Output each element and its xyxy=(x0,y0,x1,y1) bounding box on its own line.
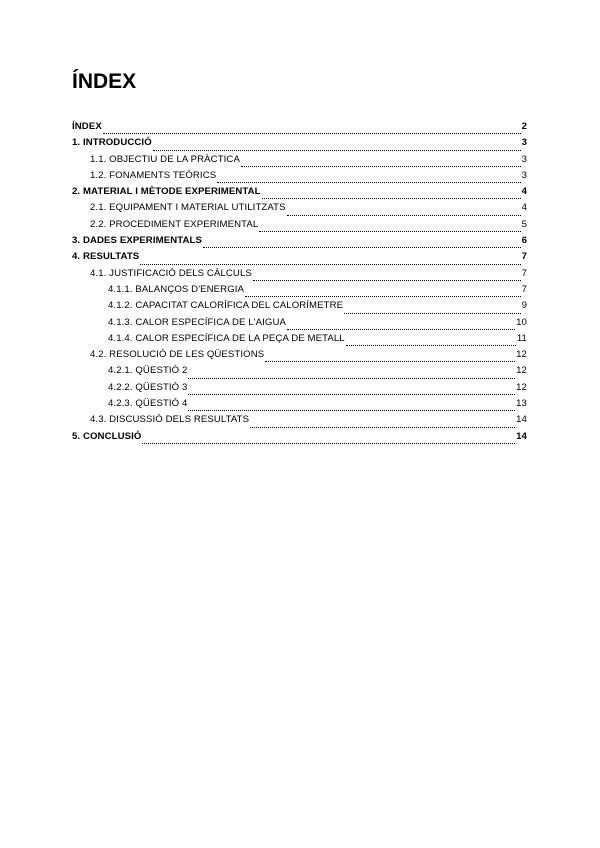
toc-entry-title: 4.1.3. CALOR ESPECÍFICA DE L'AIGUA xyxy=(108,316,286,328)
toc-dot-leader xyxy=(346,345,516,346)
toc-entry-title: 4.1.1. BALANÇOS D'ENERGIA xyxy=(108,283,245,295)
toc-entry[interactable] xyxy=(72,414,527,430)
toc-entry[interactable] xyxy=(72,186,527,202)
toc-entry-title: 1.1. OBJECTIU DE LA PRÀCTICA xyxy=(90,153,240,165)
toc-entry-page-number: 2 xyxy=(521,121,527,132)
toc-entry-page-number: 12 xyxy=(516,349,527,361)
toc-entry[interactable] xyxy=(72,268,527,284)
toc-dot-leader xyxy=(259,231,520,232)
toc-dot-leader xyxy=(203,247,521,248)
toc-entry[interactable] xyxy=(72,431,527,447)
toc-entry-page-number: 11 xyxy=(516,332,527,344)
toc-entry-title: 4. RESULTATS xyxy=(72,251,140,263)
toc-entry-page-number: 12 xyxy=(516,365,527,377)
toc-entry-page-number: 6 xyxy=(521,235,527,247)
toc-entry-page-number: 3 xyxy=(521,137,527,149)
table-of-contents xyxy=(72,121,527,447)
toc-entry[interactable] xyxy=(72,382,527,398)
toc-entry-title: 4.1.2. CAPACITAT CALORÍFICA DEL CALORÍMETRE xyxy=(108,300,344,312)
toc-entry-page-number: 14 xyxy=(516,430,527,442)
toc-entry[interactable] xyxy=(72,333,527,349)
toc-dot-leader xyxy=(188,394,515,395)
toc-dot-leader xyxy=(253,280,521,281)
toc-entry-title: 1.2. FONAMENTS TEÒRICS xyxy=(90,169,217,181)
toc-entry-page-number: 7 xyxy=(521,251,527,263)
toc-entry-title: 4.1. JUSTIFICACIÓ DELS CÀLCULS xyxy=(90,267,252,279)
toc-entry-page-number: 3 xyxy=(521,153,527,165)
toc-dot-leader xyxy=(142,443,515,444)
toc-entry[interactable] xyxy=(72,300,527,316)
toc-entry[interactable] xyxy=(72,365,527,381)
toc-dot-leader xyxy=(153,150,521,151)
toc-entry-title: 4.2.3. QÜESTIÓ 4 xyxy=(108,398,188,410)
toc-entry-page-number: 4 xyxy=(521,186,527,198)
toc-entry-page-number: 3 xyxy=(521,169,527,181)
toc-dot-leader xyxy=(188,378,515,379)
toc-entry-page-number: 12 xyxy=(516,381,527,393)
toc-entry[interactable] xyxy=(72,251,527,267)
toc-dot-leader xyxy=(287,329,515,330)
toc-entry-page-number: 9 xyxy=(521,300,527,312)
toc-dot-leader xyxy=(188,410,515,411)
toc-entry-page-number: 7 xyxy=(521,267,527,279)
toc-entry[interactable] xyxy=(72,284,527,300)
toc-entry[interactable] xyxy=(72,202,527,218)
toc-entry-title: 2.1. EQUIPAMENT I MATERIAL UTILITZATS xyxy=(90,202,286,214)
toc-dot-leader xyxy=(262,198,521,199)
toc-entry-page-number: 7 xyxy=(521,283,527,295)
toc-entry[interactable] xyxy=(72,170,527,186)
toc-entry[interactable] xyxy=(72,317,527,333)
toc-entry-title: 4.2.1. QÜESTIÓ 2 xyxy=(108,365,188,377)
toc-entry-title: 5. CONCLUSIÓ xyxy=(72,430,142,442)
toc-entry-title: 4.3. DISCUSSIÓ DELS RESULTATS xyxy=(90,414,250,426)
toc-entry[interactable] xyxy=(72,137,527,153)
toc-entry-title: ÍNDEX xyxy=(72,121,102,132)
toc-entry[interactable] xyxy=(72,235,527,251)
toc-dot-leader xyxy=(140,264,520,265)
page-title: ÍNDEX xyxy=(72,70,137,93)
toc-entry[interactable] xyxy=(72,349,527,365)
toc-entry-title: 4.2.2. QÜESTIÓ 3 xyxy=(108,381,188,393)
toc-entry[interactable] xyxy=(72,121,527,137)
toc-dot-leader xyxy=(245,296,521,297)
toc-entry-page-number: 5 xyxy=(521,218,527,230)
toc-entry-page-number: 13 xyxy=(516,398,527,410)
toc-entry-title: 4.1.4. CALOR ESPECÍFICA DE LA PEÇA DE METALL xyxy=(108,332,345,344)
toc-dot-leader xyxy=(103,133,521,134)
toc-entry[interactable] xyxy=(72,219,527,235)
toc-entry-page-number: 4 xyxy=(521,202,527,214)
toc-entry-title: 4.2. RESOLUCIÓ DE LES QÜESTIONS xyxy=(90,349,265,361)
toc-entry-page-number: 10 xyxy=(516,316,527,328)
toc-entry-title: 3. DADES EXPERIMENTALS xyxy=(72,235,202,247)
toc-entry-title: 2.2. PROCEDIMENT EXPERIMENTAL xyxy=(90,218,259,230)
toc-entry-title: 1. INTRODUCCIÓ xyxy=(72,137,152,149)
toc-entry[interactable] xyxy=(72,398,527,414)
toc-dot-leader xyxy=(344,313,520,314)
toc-dot-leader xyxy=(265,361,515,362)
toc-dot-leader xyxy=(250,427,515,428)
toc-entry-page-number: 14 xyxy=(516,414,527,426)
toc-entry[interactable] xyxy=(72,154,527,170)
toc-dot-leader xyxy=(217,182,520,183)
toc-dot-leader xyxy=(241,166,521,167)
toc-dot-leader xyxy=(287,215,521,216)
toc-entry-title: 2. MATERIAL I MÈTODE EXPERIMENTAL xyxy=(72,186,261,198)
